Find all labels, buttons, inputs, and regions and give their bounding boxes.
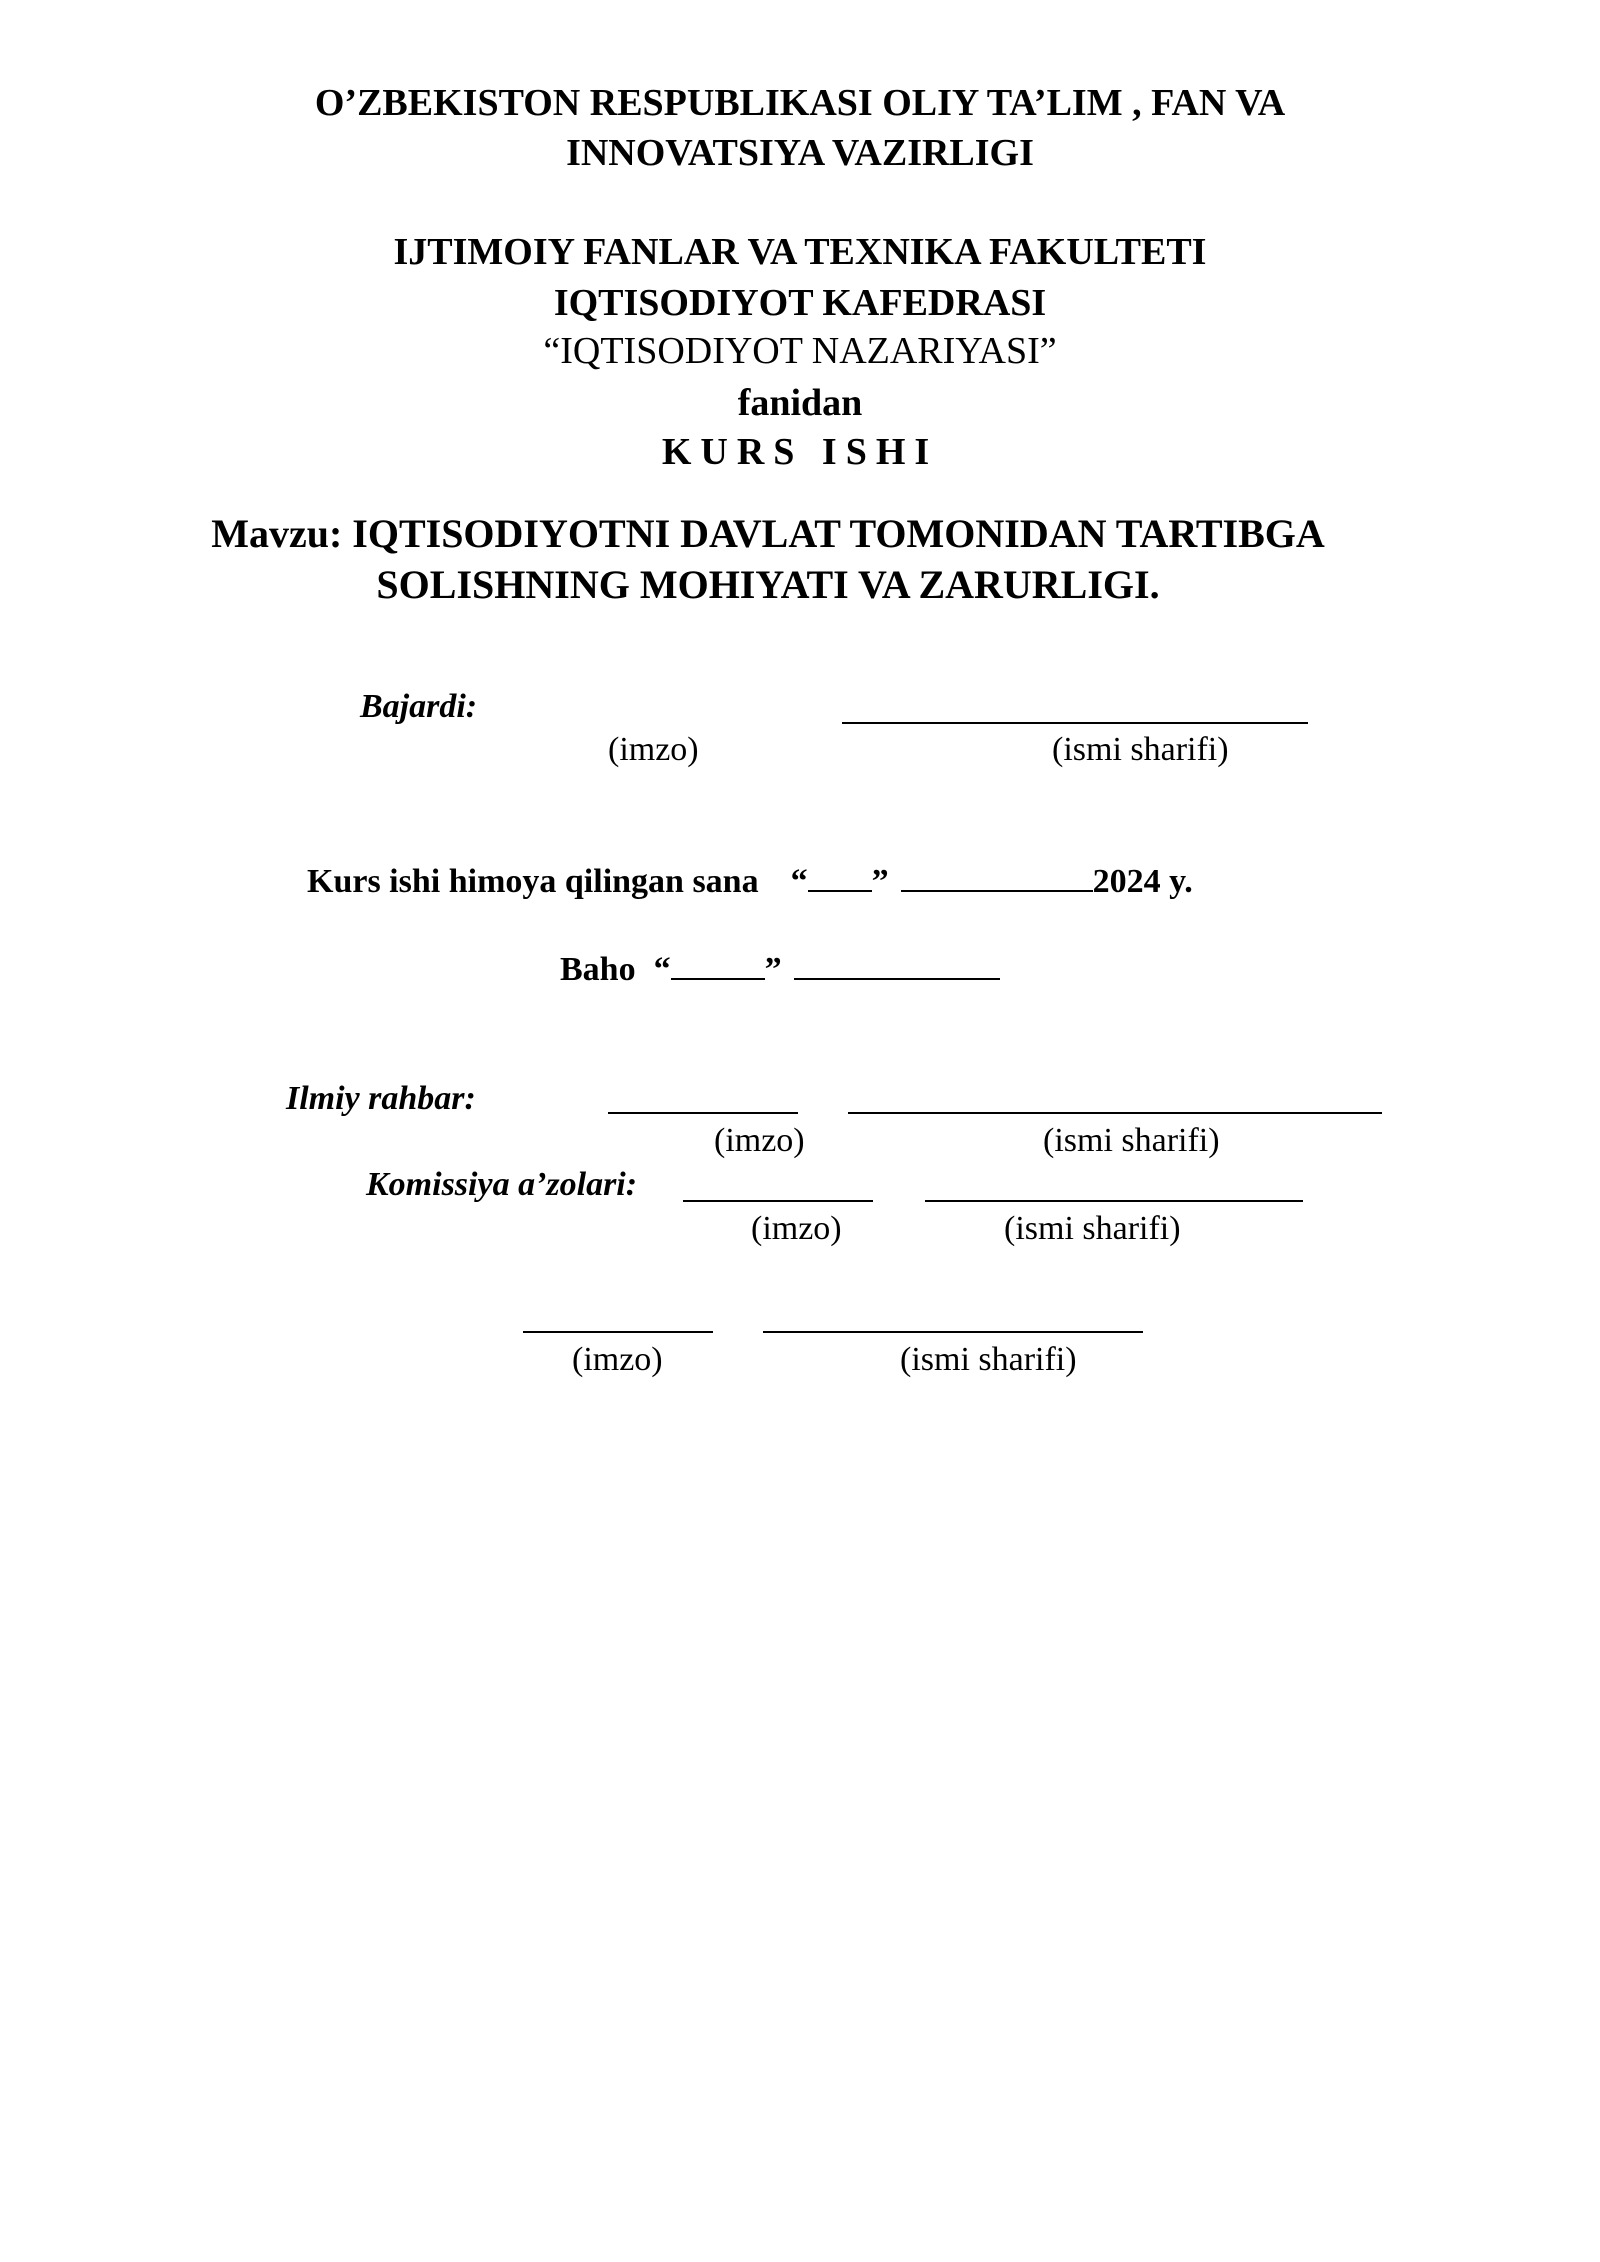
- defense-day-close-quote: ”: [871, 863, 889, 900]
- performer-name-line[interactable]: [842, 722, 1308, 724]
- defense-month-blank[interactable]: [901, 864, 1093, 892]
- supervisor-signature-caption: (imzo): [714, 1122, 805, 1159]
- topic-line-2: SOLISHNING MOHIYATI VA ZARURLIGI.: [376, 562, 1160, 607]
- work-type-title: KURS ISHI: [661, 431, 939, 473]
- supervisor-name-caption: (ismi sharifi): [1043, 1122, 1220, 1159]
- subject-name: “IQTISODIYOT NAZARIYASI”: [543, 330, 1057, 372]
- defense-date-label: Kurs ishi himoya qilingan sana: [307, 863, 759, 900]
- grade-line: [560, 952, 1000, 987]
- performer-label: Bajardi:: [360, 688, 478, 725]
- grade-open-quote: “: [653, 951, 671, 988]
- department-name: IQTISODIYOT KAFEDRASI: [553, 282, 1047, 324]
- topic-line-1: Mavzu: IQTISODIYOTNI DAVLAT TOMONIDAN TARTIBGA: [211, 511, 1325, 556]
- performer-name-caption: (ismi sharifi): [1052, 731, 1229, 768]
- commission-member1-signature-line[interactable]: [683, 1200, 873, 1202]
- defense-day-open-quote: “: [790, 863, 808, 900]
- defense-date-line: [307, 864, 1193, 899]
- performer-signature-caption: (imzo): [608, 731, 699, 768]
- commission-member2-name-caption: (ismi sharifi): [900, 1341, 1077, 1378]
- ministry-line-2: INNOVATSIYA VAZIRLIGI: [566, 132, 1034, 174]
- defense-day-blank[interactable]: [808, 864, 872, 892]
- faculty-name: IJTIMOIY FANLAR VA TEXNIKA FAKULTETI: [393, 231, 1207, 273]
- ministry-line-1: O’ZBEKISTON RESPUBLIKASI OLIY TA’LIM , FAN VA: [314, 82, 1286, 124]
- subject-suffix: fanidan: [737, 382, 863, 424]
- grade-score-blank[interactable]: [671, 952, 765, 980]
- commission-member1-name-line[interactable]: [925, 1200, 1303, 1202]
- defense-year: 2024 y.: [1092, 863, 1193, 900]
- grade-label: Baho: [560, 951, 636, 988]
- grade-close-quote: ”: [764, 951, 782, 988]
- commission-member2-signature-caption: (imzo): [572, 1341, 663, 1378]
- commission-member2-name-line[interactable]: [763, 1331, 1143, 1333]
- commission-member1-signature-caption: (imzo): [751, 1210, 842, 1247]
- supervisor-name-line[interactable]: [848, 1112, 1382, 1114]
- grade-word-blank[interactable]: [794, 952, 1000, 980]
- supervisor-label: Ilmiy rahbar:: [286, 1080, 476, 1117]
- commission-member1-name-caption: (ismi sharifi): [1004, 1210, 1181, 1247]
- commission-label: Komissiya a’zolari:: [366, 1166, 638, 1203]
- supervisor-signature-line[interactable]: [608, 1112, 798, 1114]
- commission-member2-signature-line[interactable]: [523, 1331, 713, 1333]
